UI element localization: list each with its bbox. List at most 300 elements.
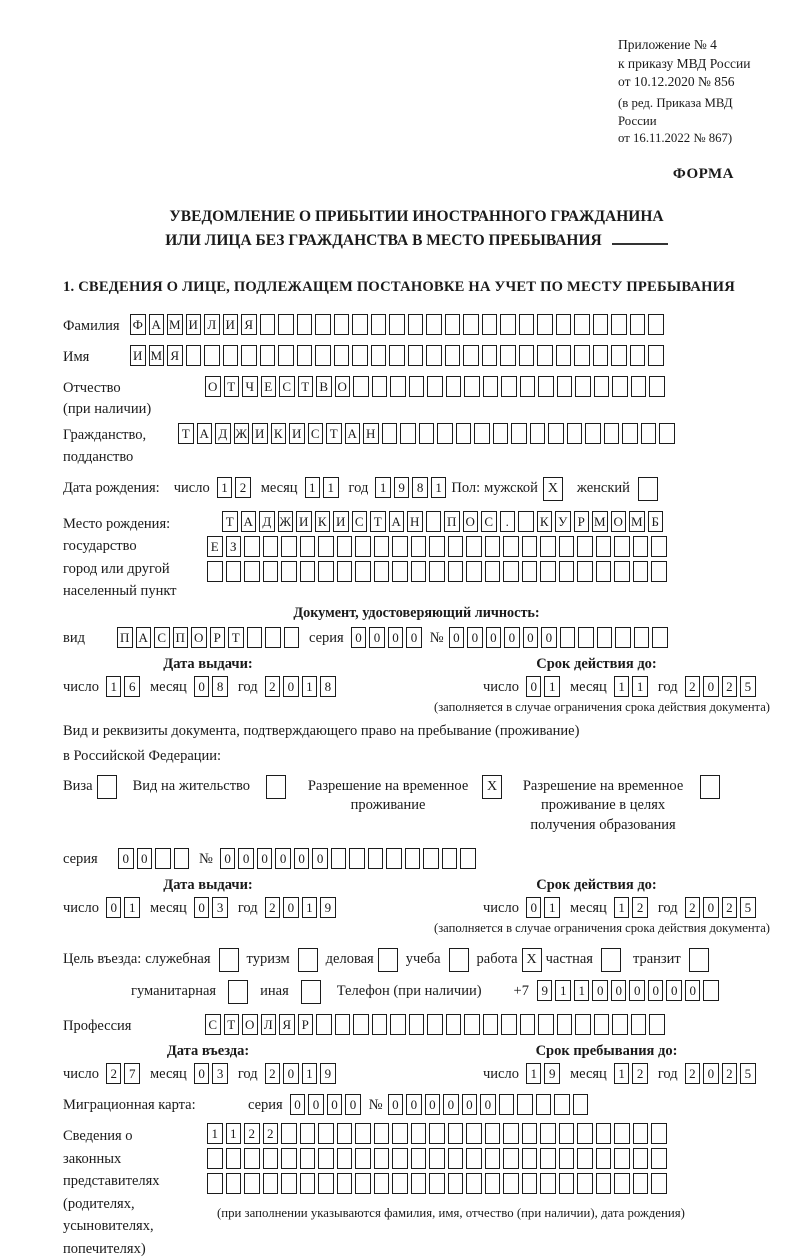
form-cell[interactable] (596, 1173, 612, 1194)
form-cell[interactable] (155, 848, 171, 869)
form-cell[interactable]: 6 (124, 676, 140, 697)
form-cell[interactable] (390, 1014, 406, 1035)
form-cell[interactable]: К (315, 511, 331, 532)
form-cell[interactable] (426, 314, 442, 335)
form-cell[interactable]: 2 (632, 897, 648, 918)
form-cell[interactable] (649, 1014, 665, 1035)
form-cell[interactable] (300, 1148, 316, 1169)
form-cell[interactable]: 0 (703, 1063, 719, 1084)
form-cell[interactable] (585, 423, 601, 444)
form-cell[interactable] (614, 1173, 630, 1194)
form-cell[interactable] (392, 1148, 408, 1169)
form-cell[interactable]: Е (207, 536, 223, 557)
form-cell[interactable] (442, 848, 458, 869)
form-cell[interactable] (604, 423, 620, 444)
form-cell[interactable] (567, 423, 583, 444)
form-cell[interactable]: 2 (722, 676, 738, 697)
form-cell[interactable] (405, 848, 421, 869)
form-cell[interactable] (611, 345, 627, 366)
form-cell[interactable]: З (226, 536, 242, 557)
form-cell[interactable] (263, 1148, 279, 1169)
form-cell[interactable] (577, 1173, 593, 1194)
form-cell[interactable] (503, 1173, 519, 1194)
form-cell[interactable] (445, 314, 461, 335)
form-cell[interactable]: 0 (327, 1094, 343, 1115)
form-cell[interactable] (503, 1148, 519, 1169)
form-cell[interactable] (651, 561, 667, 582)
form-cell[interactable]: 0 (238, 848, 254, 869)
form-cell[interactable] (389, 314, 405, 335)
form-cell[interactable] (300, 1123, 316, 1144)
form-cell[interactable]: 0 (257, 848, 273, 869)
form-cell[interactable]: 1 (305, 477, 321, 498)
form-cell[interactable] (372, 1014, 388, 1035)
form-cell[interactable] (427, 1014, 443, 1035)
form-cell[interactable] (448, 1173, 464, 1194)
form-cell[interactable] (611, 314, 627, 335)
form-cell[interactable] (630, 345, 646, 366)
form-cell[interactable] (612, 1014, 628, 1035)
form-cell[interactable] (522, 1148, 538, 1169)
form-cell[interactable] (559, 1148, 575, 1169)
form-cell[interactable]: М (629, 511, 645, 532)
form-cell[interactable]: 0 (194, 676, 210, 697)
form-cell[interactable] (530, 423, 546, 444)
form-cell[interactable] (614, 1123, 630, 1144)
temp-residence-edu-checkbox[interactable] (700, 775, 720, 799)
form-cell[interactable]: 1 (124, 897, 140, 918)
form-cell[interactable] (448, 1123, 464, 1144)
form-cell[interactable] (226, 1173, 242, 1194)
form-cell[interactable] (374, 1148, 390, 1169)
form-cell[interactable] (499, 1094, 515, 1115)
form-cell[interactable] (633, 1123, 649, 1144)
form-cell[interactable] (493, 423, 509, 444)
form-cell[interactable] (315, 345, 331, 366)
form-cell[interactable]: 0 (118, 848, 134, 869)
form-cell[interactable] (594, 376, 610, 397)
form-cell[interactable] (337, 1148, 353, 1169)
form-cell[interactable] (577, 536, 593, 557)
form-cell[interactable]: В (316, 376, 332, 397)
form-cell[interactable]: И (333, 511, 349, 532)
form-cell[interactable] (281, 1148, 297, 1169)
form-cell[interactable] (207, 1148, 223, 1169)
form-cell[interactable]: М (592, 511, 608, 532)
form-cell[interactable] (485, 561, 501, 582)
form-cell[interactable] (482, 314, 498, 335)
form-cell[interactable]: 8 (412, 477, 428, 498)
form-cell[interactable] (540, 1173, 556, 1194)
form-cell[interactable]: К (271, 423, 287, 444)
purpose-work-checkbox[interactable]: X (522, 948, 542, 972)
form-cell[interactable]: 0 (629, 980, 645, 1001)
form-cell[interactable]: Б (648, 511, 664, 532)
form-cell[interactable]: О (335, 376, 351, 397)
form-cell[interactable]: Я (279, 1014, 295, 1035)
form-cell[interactable]: 1 (323, 477, 339, 498)
form-cell[interactable] (520, 376, 536, 397)
form-cell[interactable]: 2 (244, 1123, 260, 1144)
form-cell[interactable] (703, 980, 719, 1001)
form-cell[interactable] (503, 1123, 519, 1144)
form-cell[interactable] (392, 1173, 408, 1194)
form-cell[interactable] (265, 627, 281, 648)
form-cell[interactable]: 0 (648, 980, 664, 1001)
form-cell[interactable] (263, 561, 279, 582)
form-cell[interactable] (355, 1123, 371, 1144)
form-cell[interactable]: 0 (611, 980, 627, 1001)
form-cell[interactable] (371, 345, 387, 366)
form-cell[interactable] (651, 1173, 667, 1194)
form-cell[interactable] (466, 1148, 482, 1169)
form-cell[interactable] (633, 561, 649, 582)
form-cell[interactable]: 2 (685, 897, 701, 918)
purpose-transit-checkbox[interactable] (689, 948, 709, 972)
form-cell[interactable] (463, 314, 479, 335)
form-cell[interactable]: 0 (351, 627, 367, 648)
form-cell[interactable] (464, 1014, 480, 1035)
form-cell[interactable] (651, 1123, 667, 1144)
form-cell[interactable] (241, 345, 257, 366)
form-cell[interactable]: 1 (431, 477, 447, 498)
form-cell[interactable]: . (500, 511, 516, 532)
form-cell[interactable]: 1 (544, 897, 560, 918)
form-cell[interactable] (331, 848, 347, 869)
form-cell[interactable] (594, 1014, 610, 1035)
form-cell[interactable] (540, 536, 556, 557)
form-cell[interactable]: Т (228, 627, 244, 648)
form-cell[interactable] (353, 1014, 369, 1035)
form-cell[interactable] (318, 1148, 334, 1169)
form-cell[interactable] (226, 561, 242, 582)
form-cell[interactable]: 0 (220, 848, 236, 869)
form-cell[interactable] (337, 536, 353, 557)
form-cell[interactable] (540, 1123, 556, 1144)
form-cell[interactable] (419, 423, 435, 444)
form-cell[interactable]: 2 (265, 676, 281, 697)
form-cell[interactable]: 1 (574, 980, 590, 1001)
form-cell[interactable]: 0 (275, 848, 291, 869)
form-cell[interactable] (374, 536, 390, 557)
form-cell[interactable] (318, 1173, 334, 1194)
form-cell[interactable] (409, 376, 425, 397)
form-cell[interactable]: 0 (312, 848, 328, 869)
form-cell[interactable] (464, 376, 480, 397)
form-cell[interactable]: С (154, 627, 170, 648)
form-cell[interactable]: С (279, 376, 295, 397)
form-cell[interactable] (244, 561, 260, 582)
form-cell[interactable] (573, 1094, 589, 1115)
form-cell[interactable] (429, 1123, 445, 1144)
form-cell[interactable] (207, 561, 223, 582)
form-cell[interactable]: О (242, 1014, 258, 1035)
form-cell[interactable]: 2 (685, 1063, 701, 1084)
form-cell[interactable] (577, 1148, 593, 1169)
form-cell[interactable] (186, 345, 202, 366)
form-cell[interactable]: Т (224, 1014, 240, 1035)
form-cell[interactable]: Т (298, 376, 314, 397)
form-cell[interactable]: 0 (486, 627, 502, 648)
form-cell[interactable]: 2 (263, 1123, 279, 1144)
form-cell[interactable] (349, 848, 365, 869)
form-cell[interactable]: 9 (320, 897, 336, 918)
form-cell[interactable] (337, 1173, 353, 1194)
form-cell[interactable]: Л (204, 314, 220, 335)
form-cell[interactable] (519, 345, 535, 366)
form-cell[interactable]: И (186, 314, 202, 335)
form-cell[interactable]: 0 (308, 1094, 324, 1115)
temp-residence-checkbox[interactable]: X (482, 775, 502, 799)
form-cell[interactable]: 0 (685, 980, 701, 1001)
form-cell[interactable]: Д (259, 511, 275, 532)
form-cell[interactable]: 2 (265, 897, 281, 918)
form-cell[interactable] (260, 314, 276, 335)
form-cell[interactable] (593, 314, 609, 335)
form-cell[interactable]: П (173, 627, 189, 648)
form-cell[interactable]: 0 (194, 1063, 210, 1084)
form-cell[interactable] (337, 561, 353, 582)
form-cell[interactable] (556, 345, 572, 366)
purpose-business-checkbox[interactable] (378, 948, 398, 972)
form-cell[interactable]: А (345, 423, 361, 444)
form-cell[interactable]: 8 (320, 676, 336, 697)
form-cell[interactable] (392, 536, 408, 557)
purpose-tourism-checkbox[interactable] (298, 948, 318, 972)
purpose-official-checkbox[interactable] (219, 948, 239, 972)
form-cell[interactable] (352, 345, 368, 366)
form-cell[interactable]: 3 (212, 897, 228, 918)
form-cell[interactable] (244, 536, 260, 557)
form-cell[interactable] (630, 314, 646, 335)
form-cell[interactable]: Т (222, 511, 238, 532)
form-cell[interactable] (596, 1148, 612, 1169)
form-cell[interactable]: 1 (526, 1063, 542, 1084)
form-cell[interactable] (501, 1014, 517, 1035)
form-cell[interactable] (448, 1148, 464, 1169)
form-cell[interactable] (247, 627, 263, 648)
form-cell[interactable] (633, 1173, 649, 1194)
form-cell[interactable]: Т (370, 511, 386, 532)
form-cell[interactable] (641, 423, 657, 444)
form-cell[interactable] (300, 561, 316, 582)
form-cell[interactable] (426, 345, 442, 366)
form-cell[interactable]: 8 (212, 676, 228, 697)
form-cell[interactable] (511, 423, 527, 444)
form-cell[interactable] (409, 1014, 425, 1035)
form-cell[interactable] (263, 536, 279, 557)
form-cell[interactable] (612, 376, 628, 397)
form-cell[interactable] (596, 1123, 612, 1144)
form-cell[interactable] (652, 627, 668, 648)
form-cell[interactable]: С (481, 511, 497, 532)
form-cell[interactable] (263, 1173, 279, 1194)
form-cell[interactable] (522, 1173, 538, 1194)
form-cell[interactable] (559, 536, 575, 557)
form-cell[interactable]: 9 (394, 477, 410, 498)
form-cell[interactable] (575, 1014, 591, 1035)
form-cell[interactable] (408, 314, 424, 335)
form-cell[interactable]: 1 (614, 897, 630, 918)
form-cell[interactable] (390, 376, 406, 397)
form-cell[interactable] (429, 561, 445, 582)
form-cell[interactable]: Н (407, 511, 423, 532)
form-cell[interactable] (386, 848, 402, 869)
form-cell[interactable]: Т (224, 376, 240, 397)
form-cell[interactable] (318, 1123, 334, 1144)
form-cell[interactable]: М (149, 345, 165, 366)
form-cell[interactable] (352, 314, 368, 335)
form-cell[interactable]: 9 (537, 980, 553, 1001)
form-cell[interactable]: 1 (555, 980, 571, 1001)
form-cell[interactable]: 1 (632, 676, 648, 697)
form-cell[interactable]: 0 (467, 627, 483, 648)
form-cell[interactable] (368, 848, 384, 869)
form-cell[interactable]: 7 (124, 1063, 140, 1084)
form-cell[interactable]: 0 (480, 1094, 496, 1115)
form-cell[interactable]: Ч (242, 376, 258, 397)
form-cell[interactable] (429, 1148, 445, 1169)
form-cell[interactable]: 1 (106, 676, 122, 697)
form-cell[interactable]: 1 (614, 1063, 630, 1084)
form-cell[interactable] (614, 561, 630, 582)
form-cell[interactable] (536, 1094, 552, 1115)
form-cell[interactable]: 1 (544, 676, 560, 697)
form-cell[interactable]: 0 (703, 676, 719, 697)
form-cell[interactable]: А (241, 511, 257, 532)
sex-female-checkbox[interactable] (638, 477, 658, 501)
form-cell[interactable]: 0 (462, 1094, 478, 1115)
form-cell[interactable] (518, 511, 534, 532)
form-cell[interactable] (281, 536, 297, 557)
form-cell[interactable] (300, 1173, 316, 1194)
form-cell[interactable] (522, 1123, 538, 1144)
form-cell[interactable] (337, 1123, 353, 1144)
form-cell[interactable] (466, 1123, 482, 1144)
form-cell[interactable]: 0 (592, 980, 608, 1001)
form-cell[interactable] (614, 536, 630, 557)
form-cell[interactable]: 1 (217, 477, 233, 498)
form-cell[interactable]: 0 (541, 627, 557, 648)
form-cell[interactable]: 0 (523, 627, 539, 648)
form-cell[interactable]: Я (241, 314, 257, 335)
form-cell[interactable] (297, 314, 313, 335)
form-cell[interactable] (456, 423, 472, 444)
form-cell[interactable] (445, 345, 461, 366)
form-cell[interactable] (485, 1123, 501, 1144)
form-cell[interactable] (371, 314, 387, 335)
form-cell[interactable] (483, 1014, 499, 1035)
form-cell[interactable]: 1 (302, 897, 318, 918)
form-cell[interactable]: 0 (388, 627, 404, 648)
form-cell[interactable]: О (463, 511, 479, 532)
form-cell[interactable] (204, 345, 220, 366)
form-cell[interactable]: 0 (504, 627, 520, 648)
form-cell[interactable] (559, 1173, 575, 1194)
form-cell[interactable] (382, 423, 398, 444)
form-cell[interactable] (207, 1173, 223, 1194)
form-cell[interactable]: П (444, 511, 460, 532)
form-cell[interactable] (400, 423, 416, 444)
form-cell[interactable] (651, 536, 667, 557)
form-cell[interactable]: 2 (722, 897, 738, 918)
form-cell[interactable] (355, 561, 371, 582)
form-cell[interactable] (426, 511, 442, 532)
form-cell[interactable]: С (308, 423, 324, 444)
form-cell[interactable]: 5 (740, 676, 756, 697)
form-cell[interactable]: 2 (685, 676, 701, 697)
form-cell[interactable] (281, 1173, 297, 1194)
form-cell[interactable] (631, 1014, 647, 1035)
form-cell[interactable] (174, 848, 190, 869)
form-cell[interactable]: 0 (283, 676, 299, 697)
form-cell[interactable] (540, 561, 556, 582)
form-cell[interactable] (316, 1014, 332, 1035)
form-cell[interactable] (615, 627, 631, 648)
form-cell[interactable] (466, 561, 482, 582)
form-cell[interactable]: И (223, 314, 239, 335)
form-cell[interactable]: 0 (443, 1094, 459, 1115)
form-cell[interactable]: 9 (320, 1063, 336, 1084)
form-cell[interactable]: 0 (294, 848, 310, 869)
form-cell[interactable] (318, 561, 334, 582)
form-cell[interactable] (538, 376, 554, 397)
form-cell[interactable] (463, 345, 479, 366)
form-cell[interactable]: 0 (449, 627, 465, 648)
form-cell[interactable]: Т (178, 423, 194, 444)
form-cell[interactable]: 0 (290, 1094, 306, 1115)
form-cell[interactable]: С (352, 511, 368, 532)
form-cell[interactable] (281, 561, 297, 582)
form-cell[interactable] (466, 1173, 482, 1194)
form-cell[interactable] (483, 376, 499, 397)
form-cell[interactable] (355, 1148, 371, 1169)
form-cell[interactable] (500, 314, 516, 335)
form-cell[interactable]: 1 (302, 1063, 318, 1084)
form-cell[interactable]: А (197, 423, 213, 444)
form-cell[interactable] (633, 1148, 649, 1169)
form-cell[interactable] (411, 561, 427, 582)
form-cell[interactable] (577, 1123, 593, 1144)
form-cell[interactable]: Ф (130, 314, 146, 335)
form-cell[interactable]: 0 (526, 897, 542, 918)
form-cell[interactable] (631, 376, 647, 397)
visa-checkbox[interactable] (97, 775, 117, 799)
form-cell[interactable] (315, 314, 331, 335)
form-cell[interactable] (297, 345, 313, 366)
form-cell[interactable] (334, 314, 350, 335)
form-cell[interactable]: 1 (302, 676, 318, 697)
form-cell[interactable] (411, 536, 427, 557)
form-cell[interactable] (437, 423, 453, 444)
form-cell[interactable]: Ж (234, 423, 250, 444)
form-cell[interactable] (284, 627, 300, 648)
form-cell[interactable] (466, 536, 482, 557)
purpose-study-checkbox[interactable] (449, 948, 469, 972)
form-cell[interactable] (648, 345, 664, 366)
form-cell[interactable]: О (191, 627, 207, 648)
form-cell[interactable] (597, 627, 613, 648)
form-cell[interactable] (335, 1014, 351, 1035)
form-cell[interactable] (503, 561, 519, 582)
form-cell[interactable] (334, 345, 350, 366)
form-cell[interactable] (548, 423, 564, 444)
form-cell[interactable] (448, 561, 464, 582)
form-cell[interactable]: 0 (406, 627, 422, 648)
form-cell[interactable] (500, 345, 516, 366)
form-cell[interactable] (429, 536, 445, 557)
form-cell[interactable]: 5 (740, 1063, 756, 1084)
